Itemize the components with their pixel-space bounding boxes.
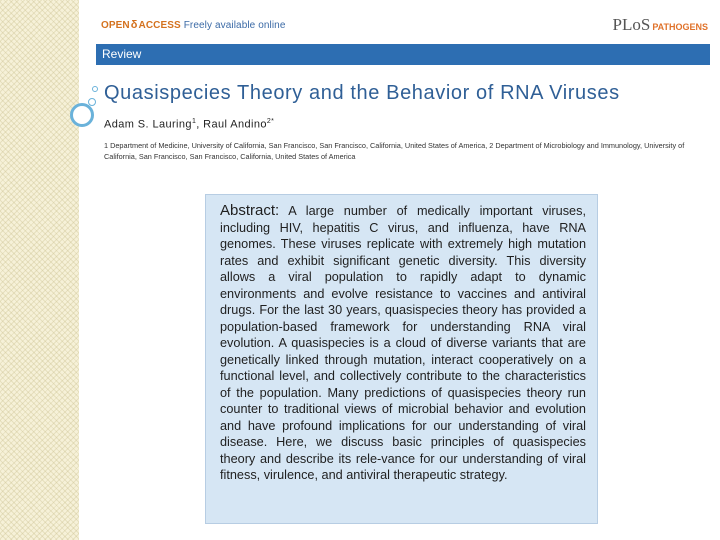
section-label: Review bbox=[102, 47, 142, 61]
author-affiliation-mark: 1 bbox=[191, 118, 197, 125]
journal-name: PATHOGENS bbox=[652, 22, 708, 32]
open-access-access: ACCESS bbox=[138, 20, 181, 31]
abstract-heading: Abstract: bbox=[220, 202, 280, 219]
author-affiliation-mark: 2* bbox=[266, 118, 275, 125]
open-access-tagline: Freely available online bbox=[183, 20, 286, 31]
circle-ornament-icon bbox=[70, 103, 94, 127]
journal-logo bbox=[613, 15, 708, 35]
decorative-side-strip bbox=[0, 0, 79, 540]
author-name: Raul Andino bbox=[203, 118, 267, 131]
section-bar bbox=[96, 44, 710, 65]
circle-ornament-icon bbox=[88, 98, 96, 106]
publisher-name: PLoS bbox=[612, 15, 651, 34]
article-title: Quasispecies Theory and the Behavior of RNA Viruses bbox=[104, 82, 620, 104]
open-access-badge bbox=[101, 19, 286, 31]
circle-ornament-icon bbox=[92, 86, 98, 92]
author-separator: , bbox=[196, 118, 204, 131]
open-lock-icon: δ bbox=[130, 19, 138, 31]
open-access-open: OPEN bbox=[101, 20, 130, 31]
author-name: Adam S. Lauring bbox=[104, 118, 192, 131]
abstract-paragraph bbox=[220, 203, 586, 484]
abstract-body: A large number of medically important viruses, including HIV, hepatitis C virus, and influenza, have RNA genomes. These viruses replicate with extremely high mutation rates and exhibit significant genetic diversity. This diversity allows a viral population to rapidly adapt to dynamic environments and evolve resistance to vaccines and antiviral drugs. For the last 30 years, quasispecies theory has provided a population-based framework for understanding RNA viral evolution. A quasispecies is a cloud of diverse variants that are genetically linked through mutation, interact cooperatively on a functional level, and collectively contribute to the characteristics of the population. Many predictions of quasispecies theory run counter to traditional views of microbial behavior and evolution and have profound implications for our understanding of viral disease. Here, we discuss basic principles of quasispecies theory and describe its rele-vance for our understanding of viral fitness, virulence, and antiviral therapeutic strategy. bbox=[220, 204, 586, 482]
affiliations: 1 Department of Medicine, University of California, San Francisco, San Francisco, California, United States of America, 2 Department of Microbiology and Immunology, University of California, San Francisco, San Francisco, California, United States of America bbox=[104, 141, 685, 161]
author-list bbox=[104, 118, 274, 131]
abstract-box bbox=[205, 194, 598, 524]
